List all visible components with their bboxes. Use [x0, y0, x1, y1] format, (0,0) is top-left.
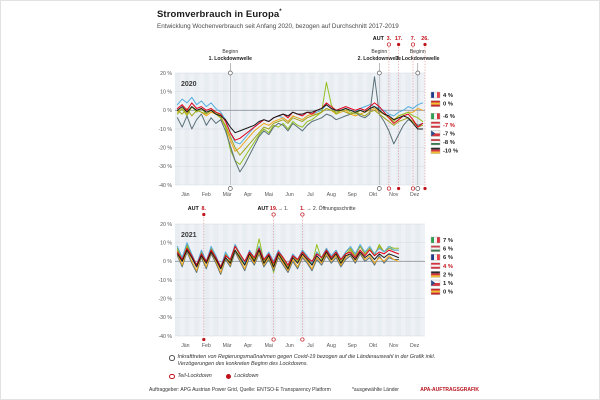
svg-text:Okt: Okt	[368, 192, 377, 199]
lockdown-label: Lockdown	[234, 372, 259, 379]
page-title	[157, 9, 485, 20]
svg-text:Feb: Feb	[201, 343, 211, 350]
svg-text:17.: 17.	[394, 36, 403, 43]
svg-text:Beginn: Beginn	[409, 49, 426, 56]
svg-text:Aug: Aug	[326, 343, 336, 350]
title-footnote-star: *	[279, 9, 282, 15]
svg-text:Beginn: Beginn	[222, 49, 239, 56]
footnote-measures-text: Inkrafttreten von Regierungsmaßnahmen gegen Covid-19 bezogen auf die Länderauswahl in der Grafik inkl. Verzögerungen des konkreten Beginn des Lockdowns.	[177, 354, 436, 368]
svg-text:-7 %: -7 %	[443, 131, 455, 138]
svg-text:2 %: 2 %	[443, 272, 453, 279]
chart-2020	[149, 33, 485, 199]
chart-2021	[149, 202, 485, 350]
svg-text:10 %: 10 %	[160, 89, 172, 96]
svg-text:Dez: Dez	[409, 343, 420, 350]
svg-text:4 %: 4 %	[443, 263, 453, 270]
svg-text:Jul: Jul	[307, 343, 314, 350]
svg-text:Okt: Okt	[368, 343, 377, 350]
footnotes	[169, 354, 437, 380]
svg-text:6 %: 6 %	[443, 255, 453, 262]
svg-text:Jän: Jän	[181, 343, 190, 350]
svg-text:Apr: Apr	[243, 343, 252, 350]
svg-text:→ 2. Öffnungsschritte: → 2. Öffnungsschritte	[306, 206, 356, 213]
svg-text:-10 %: -10 %	[443, 148, 459, 155]
svg-text:Mai: Mai	[264, 343, 273, 350]
svg-text:Sep: Sep	[347, 343, 357, 350]
svg-text:Aug: Aug	[326, 192, 336, 199]
footnote-measures-row	[169, 354, 437, 369]
svg-text:Nov: Nov	[389, 343, 399, 350]
svg-text:8.: 8.	[201, 206, 207, 213]
teil-lockdown-label: Teil-Lockdown	[177, 372, 212, 379]
svg-text:20 %: 20 %	[160, 221, 172, 228]
svg-text:Nov: Nov	[389, 192, 399, 199]
svg-text:Mär: Mär	[222, 192, 232, 199]
svg-text:→ 1.: → 1.	[277, 206, 289, 213]
infographic-header	[157, 9, 485, 30]
svg-text:-40 %: -40 %	[158, 333, 172, 340]
svg-text:4 %: 4 %	[443, 93, 453, 100]
svg-text:-6 %: -6 %	[443, 114, 455, 121]
svg-text:Mai: Mai	[264, 192, 273, 199]
svg-text:AUT: AUT	[372, 36, 384, 43]
svg-text:Sep: Sep	[347, 192, 357, 199]
svg-text:0 %: 0 %	[163, 259, 172, 266]
svg-text:-10 %: -10 %	[158, 277, 172, 284]
svg-text:AUT: AUT	[257, 206, 269, 213]
svg-text:7 %: 7 %	[443, 238, 453, 245]
svg-text:-8 %: -8 %	[443, 140, 455, 147]
svg-text:-30 %: -30 %	[158, 164, 172, 171]
svg-text:Jul: Jul	[307, 192, 314, 199]
selected-countries-note: *ausgewählte Länder	[351, 387, 399, 394]
svg-text:19.: 19.	[269, 206, 278, 213]
source-line	[149, 387, 479, 393]
lockdown-icon	[226, 374, 232, 380]
teil-lockdown-icon	[169, 374, 175, 380]
svg-text:-20 %: -20 %	[158, 145, 172, 152]
svg-text:-40 %: -40 %	[158, 182, 172, 189]
svg-text:Apr: Apr	[243, 192, 252, 199]
svg-text:1.: 1.	[300, 206, 305, 213]
svg-text:0 %: 0 %	[443, 289, 453, 296]
svg-text:Dez: Dez	[409, 192, 420, 199]
apa-credit: APA-AUFTRAGSGRAFIK	[420, 387, 479, 394]
page-title-text: Stromverbrauch in Europa	[157, 9, 280, 21]
svg-text:Beginn: Beginn	[371, 49, 388, 56]
svg-text:7.: 7.	[410, 36, 416, 43]
svg-text:Jun: Jun	[285, 192, 294, 199]
infographic-content	[149, 9, 485, 393]
svg-text:Jun: Jun	[285, 343, 294, 350]
svg-text:1 %: 1 %	[443, 281, 453, 288]
svg-text:-7 %: -7 %	[443, 122, 455, 129]
measure-circle-icon	[169, 355, 175, 361]
svg-text:-20 %: -20 %	[158, 296, 172, 303]
svg-text:20 %: 20 %	[160, 70, 172, 77]
source-credit: Auftraggeber: APG Austrian Power Grid, Quelle: ENTSO-E Transparency Platform	[149, 387, 331, 394]
svg-text:2. Lockdownwelle: 2. Lockdownwelle	[357, 56, 401, 63]
svg-text:3. Lockdownwelle: 3. Lockdownwelle	[396, 56, 440, 63]
svg-text:Feb: Feb	[201, 192, 211, 199]
svg-text:0 %: 0 %	[163, 108, 172, 115]
svg-text:0 %: 0 %	[443, 101, 453, 108]
svg-text:6 %: 6 %	[443, 246, 453, 253]
svg-text:-30 %: -30 %	[158, 315, 172, 322]
svg-text:Mär: Mär	[222, 343, 232, 350]
svg-text:-10 %: -10 %	[158, 126, 172, 133]
svg-text:2020: 2020	[181, 81, 197, 89]
svg-text:1. Lockdownwelle: 1. Lockdownwelle	[208, 56, 252, 63]
svg-text:AUT: AUT	[187, 206, 199, 213]
svg-text:10 %: 10 %	[160, 240, 172, 247]
page-subtitle: Entwicklung Wochenverbrauch seit Anfang 2020, bezogen auf Durchschnitt 2017-2019	[157, 23, 399, 31]
svg-text:Jän: Jän	[181, 192, 190, 199]
lockdown-legend-row	[169, 373, 437, 380]
svg-text:26.: 26.	[421, 36, 429, 43]
svg-text:2021: 2021	[181, 232, 197, 240]
svg-text:3.: 3.	[386, 36, 392, 43]
